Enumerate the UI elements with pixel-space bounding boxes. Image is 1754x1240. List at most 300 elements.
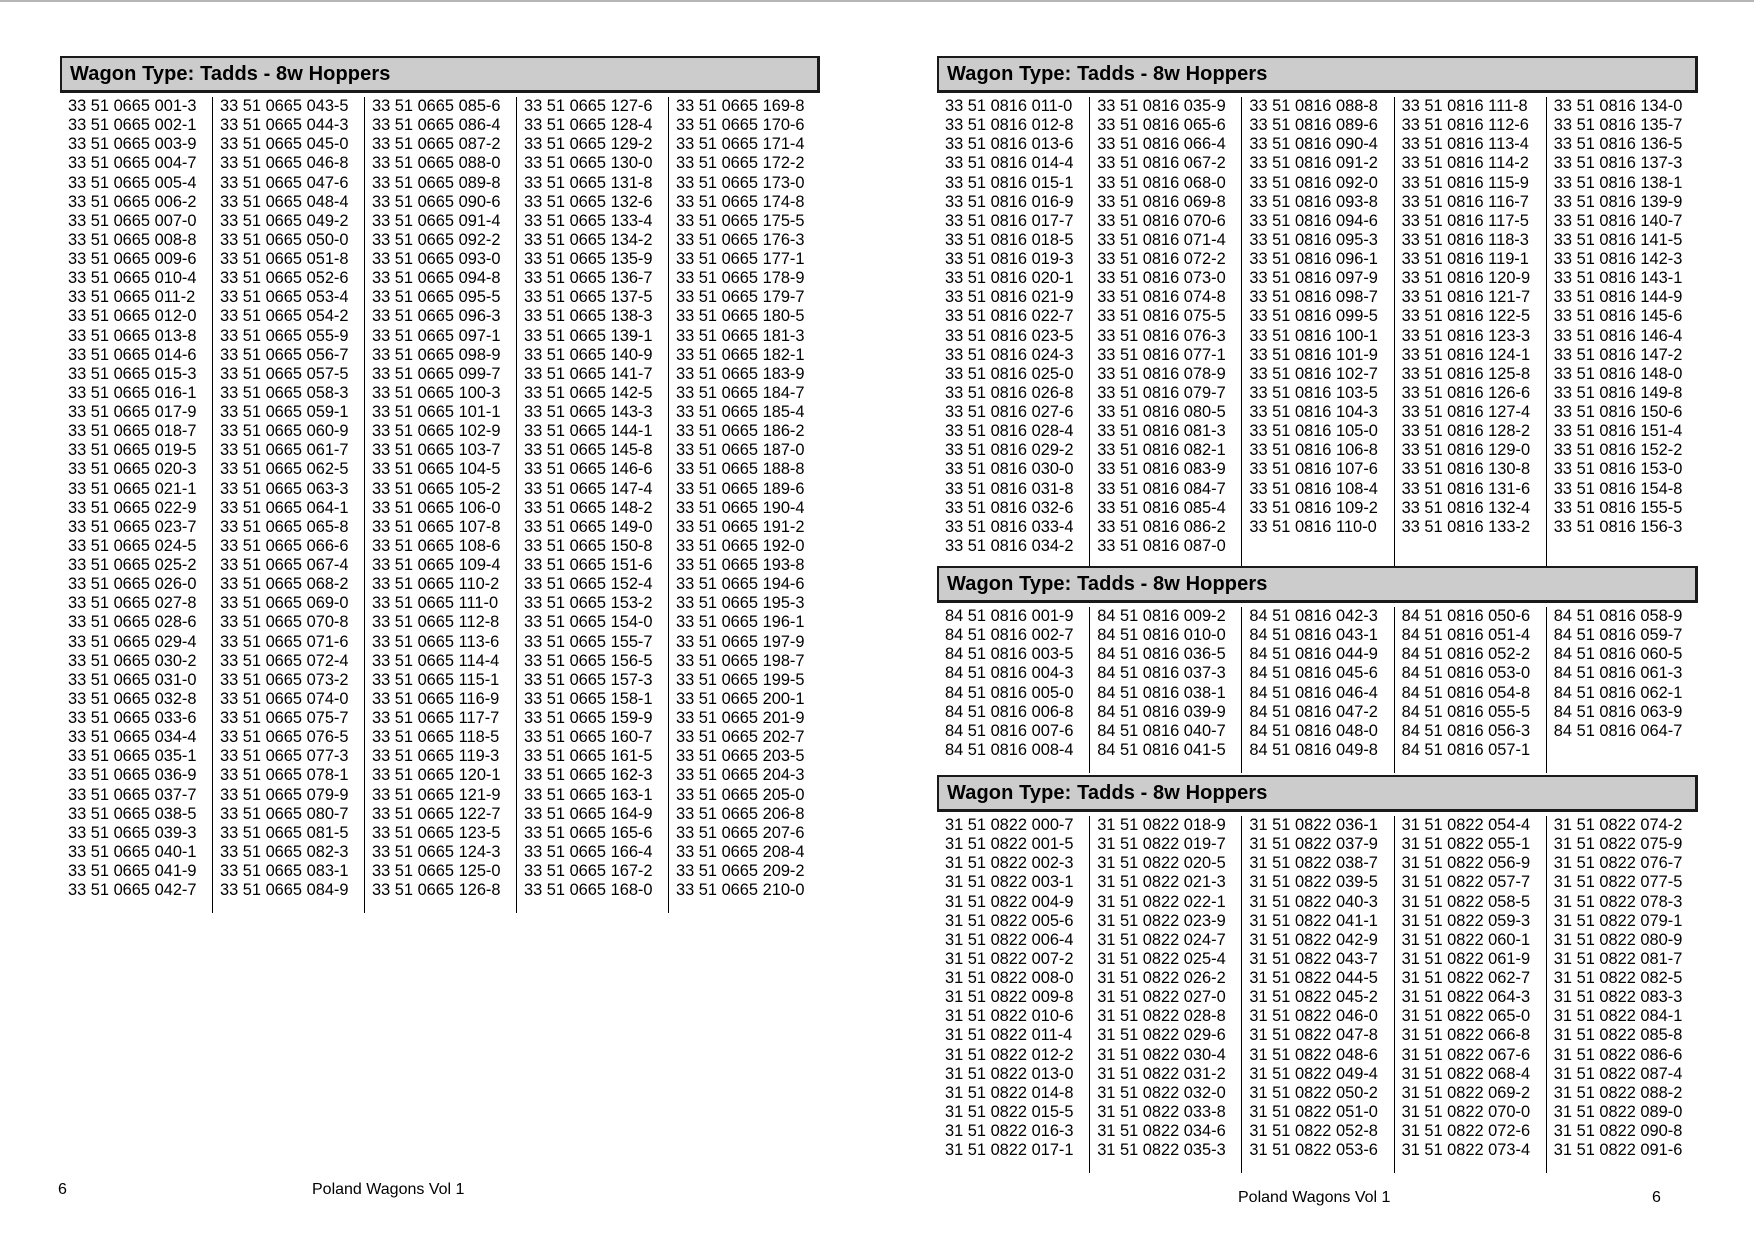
wagon-number: 33 51 0665 005-4 xyxy=(68,173,197,192)
wagon-number: 33 51 0816 092-0 xyxy=(1249,173,1378,192)
wagon-number: 33 51 0665 176-3 xyxy=(676,230,805,249)
wagon-number: 33 51 0665 149-0 xyxy=(524,517,653,536)
wagon-number: 33 51 0665 184-7 xyxy=(676,383,805,402)
wagon-number: 33 51 0665 180-5 xyxy=(676,307,805,326)
wagon-number: 33 51 0665 022-9 xyxy=(68,498,197,517)
wagon-number: 33 51 0665 058-3 xyxy=(220,383,349,402)
wagon-number: 33 51 0816 152-2 xyxy=(1553,441,1683,460)
wagon-number: 33 51 0665 021-1 xyxy=(68,479,197,498)
wagon-number: 33 51 0665 130-0 xyxy=(524,154,653,173)
wagon-number: 31 51 0822 020-5 xyxy=(1097,854,1226,873)
wagon-number: 31 51 0822 087-4 xyxy=(1553,1064,1683,1083)
wagon-number: 31 51 0822 075-9 xyxy=(1553,835,1683,854)
footer-title: Poland Wagons Vol 1 xyxy=(1238,1189,1391,1206)
wagon-number: 33 51 0816 096-1 xyxy=(1249,250,1378,268)
number-column xyxy=(1546,97,1698,569)
wagon-number: 84 51 0816 058-9 xyxy=(1553,607,1683,625)
wagon-number: 31 51 0822 054-4 xyxy=(1401,816,1531,834)
wagon-number: 33 51 0665 148-2 xyxy=(524,498,653,517)
number-column xyxy=(937,97,1089,569)
wagon-number: 31 51 0822 055-1 xyxy=(1401,835,1531,854)
wagon-number: 33 51 0816 139-9 xyxy=(1553,192,1683,211)
wagon-number: 31 51 0822 083-3 xyxy=(1553,988,1683,1007)
wagon-number: 33 51 0816 067-2 xyxy=(1097,154,1226,173)
wagon-number: 33 51 0665 145-8 xyxy=(524,441,653,460)
wagon-number: 33 51 0665 087-2 xyxy=(372,135,501,154)
wagon-number: 33 51 0665 036-9 xyxy=(68,766,197,785)
wagon-number: 33 51 0665 045-0 xyxy=(220,135,349,154)
wagon-number: 33 51 0665 203-5 xyxy=(676,747,805,766)
wagon-number: 33 51 0665 014-6 xyxy=(68,345,197,364)
wagon-number: 31 51 0822 039-5 xyxy=(1249,873,1378,892)
wagon-number: 33 51 0665 062-5 xyxy=(220,460,349,479)
wagon-number: 33 51 0816 103-5 xyxy=(1249,383,1378,402)
wagon-number: 33 51 0665 135-9 xyxy=(524,250,653,268)
wagon-number: 33 51 0665 067-4 xyxy=(220,556,349,574)
wagon-number: 33 51 0665 115-1 xyxy=(372,670,500,689)
wagon-number: 31 51 0822 040-3 xyxy=(1249,892,1378,911)
number-column xyxy=(1241,816,1393,1173)
wagon-number: 33 51 0665 210-0 xyxy=(676,881,805,900)
wagon-number: 33 51 0665 084-9 xyxy=(220,881,349,900)
wagon-number: 31 51 0822 074-2 xyxy=(1553,816,1683,834)
wagon-number: 33 51 0665 193-8 xyxy=(676,556,805,574)
wagon-number: 33 51 0816 025-0 xyxy=(945,364,1074,383)
wagon-number: 33 51 0816 141-5 xyxy=(1553,230,1683,249)
wagon-number: 33 51 0816 120-9 xyxy=(1401,269,1531,288)
wagon-number: 31 51 0822 016-3 xyxy=(945,1122,1074,1140)
wagon-number: 33 51 0665 194-6 xyxy=(676,575,805,594)
wagon-number: 33 51 0665 011-2 xyxy=(68,288,196,307)
wagon-number: 33 51 0665 001-3 xyxy=(68,97,197,115)
wagon-number: 33 51 0665 096-3 xyxy=(372,307,501,326)
wagon-number: 33 51 0816 012-8 xyxy=(945,116,1074,135)
wagon-number: 84 51 0816 050-6 xyxy=(1401,607,1531,625)
wagon-number: 33 51 0816 125-8 xyxy=(1401,364,1531,383)
wagon-number: 33 51 0816 031-8 xyxy=(945,479,1074,498)
wagon-number: 33 51 0665 208-4 xyxy=(676,842,805,861)
wagon-number: 33 51 0816 147-2 xyxy=(1553,345,1683,364)
wagon-number: 33 51 0665 024-5 xyxy=(68,536,197,555)
wagon-number: 33 51 0665 143-3 xyxy=(524,403,653,421)
wagon-number: 33 51 0665 033-6 xyxy=(68,709,197,727)
wagon-number: 84 51 0816 010-0 xyxy=(1097,626,1226,645)
wagon-number: 33 51 0665 190-4 xyxy=(676,498,805,517)
wagon-number: 33 51 0816 119-1 xyxy=(1401,250,1529,268)
wagon-number: 33 51 0816 024-3 xyxy=(945,345,1074,364)
wagon-number: 33 51 0816 017-7 xyxy=(945,211,1074,230)
wagon-number: 33 51 0665 047-6 xyxy=(220,173,349,192)
wagon-number: 33 51 0816 104-3 xyxy=(1249,403,1378,421)
wagon-number: 33 51 0665 113-6 xyxy=(372,632,500,651)
wagon-number: 33 51 0816 149-8 xyxy=(1553,383,1683,402)
wagon-number: 31 51 0822 042-9 xyxy=(1249,930,1378,949)
wagon-number: 33 51 0665 043-5 xyxy=(220,97,349,115)
wagon-number: 33 51 0816 155-5 xyxy=(1553,498,1683,517)
number-column xyxy=(937,816,1089,1173)
wagon-number: 33 51 0816 072-2 xyxy=(1097,250,1226,268)
wagon-number: 84 51 0816 042-3 xyxy=(1249,607,1378,625)
wagon-number: 33 51 0665 197-9 xyxy=(676,632,805,651)
wagon-number: 33 51 0665 092-2 xyxy=(372,230,501,249)
wagon-number: 31 51 0822 036-1 xyxy=(1249,816,1378,834)
wagon-number: 31 51 0822 056-9 xyxy=(1401,854,1531,873)
wagon-number: 33 51 0816 145-6 xyxy=(1553,307,1683,326)
wagon-number: 31 51 0822 049-4 xyxy=(1249,1064,1378,1083)
footer-title: Poland Wagons Vol 1 xyxy=(312,1181,465,1198)
wagon-number: 31 51 0822 076-7 xyxy=(1553,854,1683,873)
wagon-number: 33 51 0665 059-1 xyxy=(220,403,349,421)
wagon-number: 31 51 0822 069-2 xyxy=(1401,1083,1531,1102)
wagon-number: 33 51 0665 166-4 xyxy=(524,842,653,861)
wagon-number: 33 51 0665 041-9 xyxy=(68,862,197,880)
wagon-number: 33 51 0665 064-1 xyxy=(220,498,349,517)
wagon-number: 84 51 0816 044-9 xyxy=(1249,645,1378,664)
wagon-number: 33 51 0665 140-9 xyxy=(524,345,653,364)
wagon-number: 31 51 0822 062-7 xyxy=(1401,969,1531,987)
wagon-number: 33 51 0816 066-4 xyxy=(1097,135,1226,154)
wagon-number: 33 51 0816 085-4 xyxy=(1097,498,1226,517)
wagon-number: 33 51 0665 025-2 xyxy=(68,556,197,574)
wagon-number: 84 51 0816 009-2 xyxy=(1097,607,1226,625)
wagon-number: 33 51 0665 181-3 xyxy=(676,326,805,345)
wagon-number: 33 51 0665 031-0 xyxy=(68,670,197,689)
wagon-number: 33 51 0665 189-6 xyxy=(676,479,805,498)
wagon-number: 33 51 0816 083-9 xyxy=(1097,460,1226,479)
wagon-number: 33 51 0665 054-2 xyxy=(220,307,349,326)
wagon-number: 33 51 0665 153-2 xyxy=(524,594,653,613)
wagon-number: 33 51 0665 141-7 xyxy=(524,364,653,383)
wagon-number: 33 51 0816 106-8 xyxy=(1249,441,1378,460)
wagon-number: 33 51 0665 078-1 xyxy=(220,766,349,785)
wagon-number: 84 51 0816 059-7 xyxy=(1553,626,1683,645)
wagon-number: 31 51 0822 051-0 xyxy=(1249,1102,1378,1121)
wagon-number: 33 51 0816 071-4 xyxy=(1097,230,1226,249)
wagon-number: 33 51 0816 077-1 xyxy=(1097,345,1226,364)
wagon-number: 33 51 0665 106-0 xyxy=(372,498,501,517)
top-edge-line xyxy=(0,0,1754,2)
wagon-number: 33 51 0665 042-7 xyxy=(68,881,197,900)
wagon-number: 33 51 0665 053-4 xyxy=(220,288,349,307)
wagon-number: 33 51 0665 126-8 xyxy=(372,881,501,900)
wagon-number: 33 51 0816 080-5 xyxy=(1097,403,1226,421)
wagon-number: 33 51 0816 076-3 xyxy=(1097,326,1226,345)
wagon-number: 33 51 0816 101-9 xyxy=(1249,345,1378,364)
wagon-number: 31 51 0822 011-4 xyxy=(945,1026,1073,1045)
number-column xyxy=(364,97,516,913)
number-column xyxy=(1394,816,1546,1173)
wagon-number: 33 51 0816 098-7 xyxy=(1249,288,1378,307)
wagon-number: 33 51 0816 117-5 xyxy=(1401,211,1529,230)
wagon-number: 33 51 0665 108-6 xyxy=(372,536,501,555)
wagon-number: 33 51 0665 102-9 xyxy=(372,422,501,441)
wagon-number: 31 51 0822 068-4 xyxy=(1401,1064,1531,1083)
wagon-number: 33 51 0665 117-7 xyxy=(372,709,500,727)
wagon-number: 33 51 0665 094-8 xyxy=(372,269,501,288)
wagon-number: 33 51 0665 004-7 xyxy=(68,154,197,173)
wagon-number: 31 51 0822 004-9 xyxy=(945,892,1074,911)
wagon-number: 31 51 0822 050-2 xyxy=(1249,1083,1378,1102)
wagon-number: 84 51 0816 049-8 xyxy=(1249,740,1378,759)
wagon-number: 33 51 0665 201-9 xyxy=(676,709,805,727)
wagon-number: 33 51 0816 151-4 xyxy=(1553,422,1683,441)
wagon-number: 33 51 0665 070-8 xyxy=(220,613,349,632)
wagon-number: 31 51 0822 012-2 xyxy=(945,1045,1074,1064)
wagon-number: 33 51 0665 046-8 xyxy=(220,154,349,173)
wagon-number: 84 51 0816 057-1 xyxy=(1401,740,1531,759)
wagon-number: 33 51 0816 070-6 xyxy=(1097,211,1226,230)
wagon-number: 33 51 0816 086-2 xyxy=(1097,517,1226,536)
wagon-number: 33 51 0665 157-3 xyxy=(524,670,653,689)
wagon-number: 33 51 0665 017-9 xyxy=(68,403,197,421)
section-header xyxy=(937,56,1698,93)
wagon-number: 33 51 0816 089-6 xyxy=(1249,116,1378,135)
wagon-number: 31 51 0822 058-5 xyxy=(1401,892,1531,911)
wagon-number: 33 51 0665 199-5 xyxy=(676,670,805,689)
wagon-number: 33 51 0816 131-6 xyxy=(1401,479,1531,498)
number-column xyxy=(1394,607,1546,773)
wagon-number: 84 51 0816 041-5 xyxy=(1097,740,1226,759)
wagon-number: 33 51 0816 146-4 xyxy=(1553,326,1683,345)
wagon-number: 31 51 0822 088-2 xyxy=(1553,1083,1683,1102)
wagon-number: 84 51 0816 003-5 xyxy=(945,645,1074,664)
wagon-number: 31 51 0822 019-7 xyxy=(1097,835,1226,854)
wagon-number: 33 51 0665 156-5 xyxy=(524,651,653,670)
wagon-number: 84 51 0816 038-1 xyxy=(1097,683,1226,702)
wagon-number: 84 51 0816 001-9 xyxy=(945,607,1074,625)
wagon-number: 33 51 0816 075-5 xyxy=(1097,307,1226,326)
wagon-number: 33 51 0665 112-8 xyxy=(372,613,500,632)
wagon-number: 33 51 0665 037-7 xyxy=(68,785,197,804)
wagon-number: 33 51 0816 035-9 xyxy=(1097,97,1226,115)
wagon-number: 33 51 0665 099-7 xyxy=(372,364,501,383)
wagon-number: 33 51 0665 147-4 xyxy=(524,479,653,498)
wagon-number: 33 51 0665 195-3 xyxy=(676,594,805,613)
number-column xyxy=(668,97,820,913)
wagon-number: 33 51 0816 032-6 xyxy=(945,498,1074,517)
wagon-number: 33 51 0665 110-2 xyxy=(372,575,500,594)
wagon-number: 33 51 0665 090-6 xyxy=(372,192,501,211)
wagon-number: 33 51 0816 029-2 xyxy=(945,441,1074,460)
section-header xyxy=(937,775,1698,812)
wagon-number: 33 51 0816 099-5 xyxy=(1249,307,1378,326)
wagon-number: 31 51 0822 034-6 xyxy=(1097,1122,1226,1140)
section-title: Wagon Type: Tadds - 8w Hoppers xyxy=(947,782,1268,804)
wagon-number: 33 51 0665 158-1 xyxy=(524,689,653,708)
wagon-number: 33 51 0665 032-8 xyxy=(68,689,197,708)
wagon-number: 33 51 0665 175-5 xyxy=(676,211,805,230)
wagon-number: 84 51 0816 051-4 xyxy=(1401,626,1531,645)
wagon-number: 31 51 0822 079-1 xyxy=(1553,911,1683,930)
wagon-number: 33 51 0816 134-0 xyxy=(1553,97,1683,115)
wagon-number: 33 51 0816 026-8 xyxy=(945,383,1074,402)
wagon-number: 33 51 0665 205-0 xyxy=(676,785,805,804)
wagon-number: 33 51 0665 028-6 xyxy=(68,613,197,632)
wagon-number: 33 51 0816 019-3 xyxy=(945,250,1074,268)
wagon-number: 33 51 0665 100-3 xyxy=(372,383,501,402)
wagon-number: 84 51 0816 046-4 xyxy=(1249,683,1378,702)
wagon-number: 33 51 0665 077-3 xyxy=(220,747,349,766)
wagon-number: 33 51 0665 082-3 xyxy=(220,842,349,861)
wagon-number: 31 51 0822 052-8 xyxy=(1249,1122,1378,1140)
number-column xyxy=(516,97,668,913)
wagon-number: 31 51 0822 013-0 xyxy=(945,1064,1074,1083)
wagon-number: 33 51 0665 196-1 xyxy=(676,613,805,632)
wagon-number: 33 51 0665 185-4 xyxy=(676,403,805,421)
wagon-number: 31 51 0822 033-8 xyxy=(1097,1102,1226,1121)
wagon-number: 33 51 0665 128-4 xyxy=(524,116,653,135)
wagon-number: 84 51 0816 052-2 xyxy=(1401,645,1531,664)
wagon-number: 33 51 0665 088-0 xyxy=(372,154,501,173)
wagon-number: 33 51 0665 154-0 xyxy=(524,613,653,632)
wagon-number: 31 51 0822 043-7 xyxy=(1249,949,1378,968)
wagon-number: 33 51 0816 108-4 xyxy=(1249,479,1378,498)
wagon-number: 33 51 0816 121-7 xyxy=(1401,288,1531,307)
wagon-number: 33 51 0665 204-3 xyxy=(676,766,805,785)
wagon-number: 33 51 0816 027-6 xyxy=(945,403,1074,421)
wagon-number: 33 51 0816 133-2 xyxy=(1401,517,1531,536)
wagon-number: 33 51 0816 091-2 xyxy=(1249,154,1378,173)
wagon-number: 33 51 0816 081-3 xyxy=(1097,422,1226,441)
wagon-number: 31 51 0822 028-8 xyxy=(1097,1007,1226,1026)
wagon-number: 33 51 0665 098-9 xyxy=(372,345,501,364)
wagon-number: 33 51 0665 008-8 xyxy=(68,230,197,249)
wagon-number: 31 51 0822 053-6 xyxy=(1249,1141,1378,1160)
wagon-number: 31 51 0822 089-0 xyxy=(1553,1102,1683,1121)
wagon-number: 33 51 0665 020-3 xyxy=(68,460,197,479)
wagon-number: 33 51 0816 138-1 xyxy=(1553,173,1683,192)
wagon-number: 33 51 0816 148-0 xyxy=(1553,364,1683,383)
wagon-number: 33 51 0665 026-0 xyxy=(68,575,197,594)
wagon-number: 33 51 0816 014-4 xyxy=(945,154,1074,173)
wagon-number: 33 51 0816 021-9 xyxy=(945,288,1074,307)
wagon-number: 31 51 0822 027-0 xyxy=(1097,988,1226,1007)
wagon-number: 33 51 0665 133-4 xyxy=(524,211,653,230)
wagon-number: 33 51 0665 023-7 xyxy=(68,517,197,536)
wagon-number: 33 51 0816 090-4 xyxy=(1249,135,1378,154)
wagon-number: 33 51 0665 107-8 xyxy=(372,517,501,536)
wagon-number: 33 51 0665 139-1 xyxy=(524,326,653,345)
wagon-number: 33 51 0665 012-0 xyxy=(68,307,197,326)
wagon-number: 33 51 0816 069-8 xyxy=(1097,192,1226,211)
wagon-number: 31 51 0822 003-1 xyxy=(945,873,1074,892)
section-header xyxy=(60,56,820,93)
wagon-number: 84 51 0816 004-3 xyxy=(945,664,1074,683)
wagon-number: 31 51 0822 059-3 xyxy=(1401,911,1531,930)
wagon-number: 33 51 0816 127-4 xyxy=(1401,403,1531,421)
wagon-number: 33 51 0816 115-9 xyxy=(1401,173,1529,192)
wagon-number: 33 51 0665 016-1 xyxy=(68,383,197,402)
wagon-number: 33 51 0665 209-2 xyxy=(676,862,805,880)
wagon-number: 33 51 0665 065-8 xyxy=(220,517,349,536)
wagon-number: 31 51 0822 066-8 xyxy=(1401,1026,1531,1045)
wagon-number: 33 51 0816 020-1 xyxy=(945,269,1074,288)
wagon-number: 33 51 0816 137-3 xyxy=(1553,154,1683,173)
wagon-number: 84 51 0816 002-7 xyxy=(945,626,1074,645)
wagon-number: 33 51 0665 051-8 xyxy=(220,250,349,268)
wagon-number: 33 51 0665 056-7 xyxy=(220,345,349,364)
wagon-number: 33 51 0816 034-2 xyxy=(945,536,1074,555)
wagon-number: 33 51 0816 082-1 xyxy=(1097,441,1226,460)
wagon-number: 33 51 0816 150-6 xyxy=(1553,403,1683,421)
wagon-number: 33 51 0665 192-0 xyxy=(676,536,805,555)
number-column xyxy=(937,607,1089,773)
wagon-number: 33 51 0665 160-7 xyxy=(524,728,653,747)
wagon-number: 31 51 0822 010-6 xyxy=(945,1007,1074,1026)
wagon-number: 31 51 0822 006-4 xyxy=(945,930,1074,949)
wagon-number: 84 51 0816 008-4 xyxy=(945,740,1074,759)
wagon-number: 33 51 0665 142-5 xyxy=(524,383,653,402)
wagon-number: 33 51 0665 179-7 xyxy=(676,288,805,307)
wagon-number: 33 51 0665 119-3 xyxy=(372,747,500,766)
wagon-number: 33 51 0665 186-2 xyxy=(676,422,805,441)
wagon-number: 33 51 0665 057-5 xyxy=(220,364,349,383)
number-column xyxy=(1546,816,1698,1173)
wagon-number: 84 51 0816 040-7 xyxy=(1097,721,1226,740)
wagon-number: 84 51 0816 064-7 xyxy=(1553,721,1683,740)
wagon-number: 33 51 0665 038-5 xyxy=(68,804,197,823)
wagon-number: 84 51 0816 045-6 xyxy=(1249,664,1378,683)
wagon-number: 31 51 0822 061-9 xyxy=(1401,949,1531,968)
wagon-number: 33 51 0665 206-8 xyxy=(676,804,805,823)
wagon-number: 33 51 0816 111-8 xyxy=(1401,97,1528,115)
wagon-number: 33 51 0665 104-5 xyxy=(372,460,501,479)
wagon-number: 33 51 0816 011-0 xyxy=(945,97,1073,115)
wagon-number: 31 51 0822 046-0 xyxy=(1249,1007,1378,1026)
wagon-number: 31 51 0822 072-6 xyxy=(1401,1122,1531,1140)
wagon-number: 33 51 0665 034-4 xyxy=(68,728,197,747)
wagon-number: 33 51 0665 061-7 xyxy=(220,441,349,460)
wagon-number: 33 51 0665 137-5 xyxy=(524,288,653,307)
page-number: 6 xyxy=(1652,1189,1661,1206)
wagon-number: 33 51 0665 095-5 xyxy=(372,288,501,307)
wagon-number: 33 51 0665 073-2 xyxy=(220,670,349,689)
wagon-number: 33 51 0665 198-7 xyxy=(676,651,805,670)
wagon-number: 33 51 0816 124-1 xyxy=(1401,345,1531,364)
wagon-number: 33 51 0816 113-4 xyxy=(1401,135,1529,154)
wagon-number: 33 51 0816 094-6 xyxy=(1249,211,1378,230)
wagon-number: 33 51 0816 112-6 xyxy=(1401,116,1529,135)
wagon-number: 33 51 0816 093-8 xyxy=(1249,192,1378,211)
wagon-number: 31 51 0822 060-1 xyxy=(1401,930,1531,949)
wagon-number: 33 51 0816 109-2 xyxy=(1249,498,1378,517)
wagon-number: 33 51 0665 111-0 xyxy=(372,594,499,613)
wagon-number: 33 51 0665 080-7 xyxy=(220,804,349,823)
wagon-number: 33 51 0665 144-1 xyxy=(524,422,653,441)
wagon-number: 33 51 0665 120-1 xyxy=(372,766,501,785)
wagon-number: 84 51 0816 056-3 xyxy=(1401,721,1531,740)
wagon-number: 33 51 0816 065-6 xyxy=(1097,116,1226,135)
wagon-number: 33 51 0665 127-6 xyxy=(524,97,653,115)
wagon-number: 33 51 0665 048-4 xyxy=(220,192,349,211)
number-column xyxy=(1394,97,1546,569)
wagon-number: 33 51 0665 163-1 xyxy=(524,785,653,804)
wagon-number: 31 51 0822 085-8 xyxy=(1553,1026,1683,1045)
wagon-number: 33 51 0816 022-7 xyxy=(945,307,1074,326)
wagon-number: 33 51 0665 086-4 xyxy=(372,116,501,135)
wagon-number: 31 51 0822 035-3 xyxy=(1097,1141,1226,1160)
wagon-number: 33 51 0816 116-7 xyxy=(1401,192,1529,211)
wagon-number: 31 51 0822 038-7 xyxy=(1249,854,1378,873)
wagon-number: 33 51 0665 138-3 xyxy=(524,307,653,326)
wagon-number: 31 51 0822 007-2 xyxy=(945,949,1074,968)
wagon-number: 33 51 0816 013-6 xyxy=(945,135,1074,154)
number-column xyxy=(60,97,212,913)
wagon-number: 33 51 0665 129-2 xyxy=(524,135,653,154)
wagon-number: 31 51 0822 081-7 xyxy=(1553,949,1683,968)
wagon-number: 33 51 0665 007-0 xyxy=(68,211,197,230)
wagon-number: 33 51 0816 078-9 xyxy=(1097,364,1226,383)
